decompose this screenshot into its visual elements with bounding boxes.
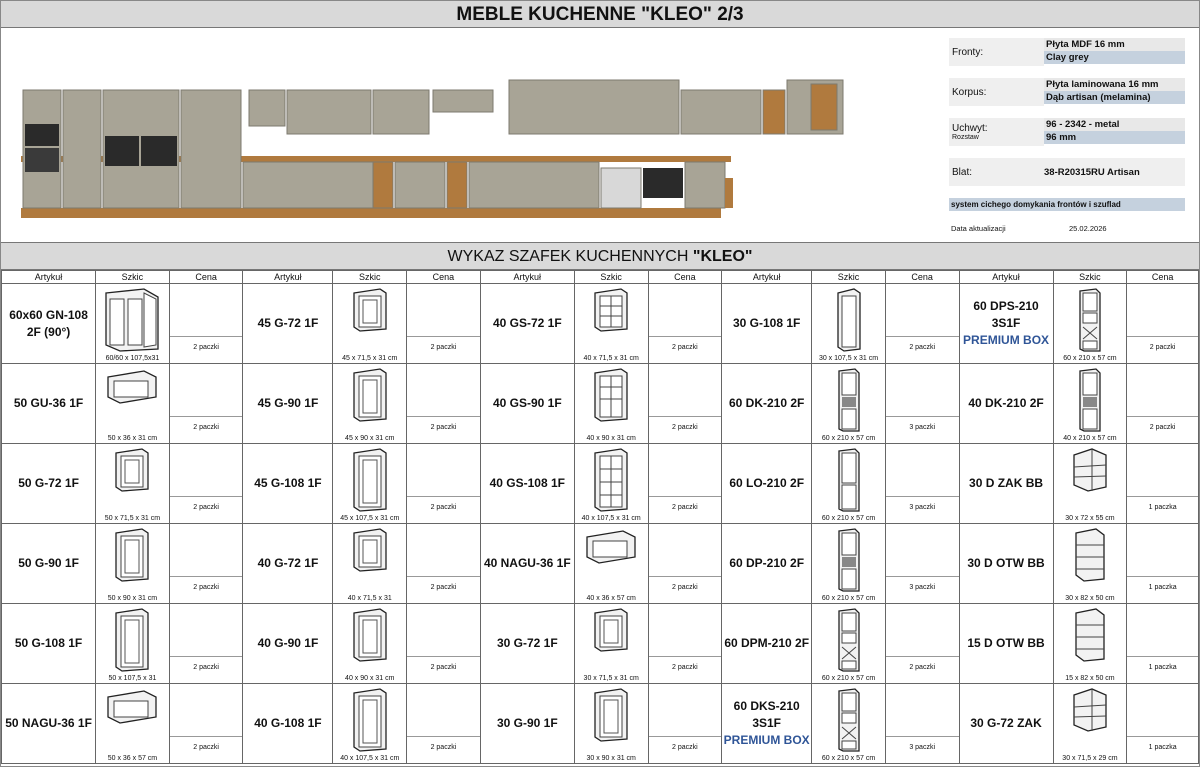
package-count: 3 paczki xyxy=(909,424,936,431)
sketch-cell xyxy=(333,684,407,764)
sketch-cell xyxy=(1053,444,1127,524)
dimensions-label: 50 x 107,5 x 31 xyxy=(108,675,157,682)
price-divider xyxy=(170,496,243,497)
article-cell xyxy=(480,524,574,604)
price-divider xyxy=(886,496,959,497)
spec-korpus-value2: Dąb artisan (melamina) xyxy=(1044,91,1185,104)
article-cell xyxy=(2,684,96,764)
column-header: Szkic xyxy=(333,271,407,284)
price-cell xyxy=(1127,604,1199,684)
article-cell xyxy=(243,364,333,444)
price-cell xyxy=(169,684,243,764)
dimensions-label: 40 x 107,5 x 31 cm xyxy=(581,515,641,522)
article-name: 60 DK-210 2F xyxy=(728,396,805,410)
info-area xyxy=(1,28,1199,243)
dimensions-label: 50 x 36 x 31 cm xyxy=(107,435,158,442)
price-cell xyxy=(885,444,959,524)
package-count: 2 paczki xyxy=(430,424,457,431)
package-count: 3 paczki xyxy=(909,504,936,511)
price-divider xyxy=(649,576,722,577)
price-cell xyxy=(885,524,959,604)
dimensions-label: 60 x 210 x 57 cm xyxy=(821,675,876,682)
price-cell xyxy=(885,284,959,364)
price-divider xyxy=(649,656,722,657)
article-cell xyxy=(480,444,574,524)
price-cell xyxy=(648,364,722,444)
spec-korpus xyxy=(949,78,1185,106)
dimensions-label: 60 x 210 x 57 cm xyxy=(821,755,876,762)
sketch-cell xyxy=(1053,524,1127,604)
package-count: 1 paczka xyxy=(1148,584,1177,591)
article-name: 30 G-72 ZAK xyxy=(970,716,1042,730)
column-header: Szkic xyxy=(574,271,648,284)
article-cell xyxy=(722,524,812,604)
article-cell xyxy=(959,364,1053,444)
price-divider xyxy=(649,736,722,737)
article-cell xyxy=(480,284,574,364)
article-name: 30 G-72 1F xyxy=(496,636,558,650)
dimensions-label: 45 x 71,5 x 31 cm xyxy=(342,355,398,362)
sketch-cell xyxy=(96,284,170,364)
price-cell xyxy=(169,604,243,684)
package-count: 1 paczka xyxy=(1148,664,1177,671)
price-cell xyxy=(885,364,959,444)
price-divider xyxy=(886,576,959,577)
price-cell xyxy=(169,444,243,524)
spec-uchwyt xyxy=(949,118,1185,146)
price-divider xyxy=(1127,736,1198,737)
price-cell xyxy=(407,684,481,764)
update-date-value: 25.02.2026 xyxy=(1069,224,1107,233)
article-name: 30 D ZAK BB xyxy=(969,476,1044,490)
price-cell xyxy=(648,684,722,764)
article-cell xyxy=(243,524,333,604)
package-count: 2 paczki xyxy=(672,584,698,591)
article-name: 30 D OTW BB xyxy=(967,556,1045,570)
article-cell xyxy=(2,604,96,684)
sketch-cell xyxy=(1053,684,1127,764)
sketch-cell xyxy=(574,364,648,444)
sketch-cell xyxy=(574,444,648,524)
sketch-cell xyxy=(96,604,170,684)
price-cell xyxy=(648,444,722,524)
price-cell xyxy=(1127,684,1199,764)
price-cell xyxy=(1127,444,1199,524)
article-cell xyxy=(722,364,812,444)
price-divider xyxy=(407,736,480,737)
article-cell xyxy=(722,684,812,764)
dimensions-label: 40 x 90 x 31 cm xyxy=(345,675,395,682)
column-header: Artykuł xyxy=(722,271,812,284)
article-name: 40 GS-72 1F xyxy=(492,316,562,330)
dimensions-label: 40 x 107,5 x 31 cm xyxy=(340,755,400,762)
sketch-cell xyxy=(96,364,170,444)
article-cell xyxy=(2,444,96,524)
dimensions-label: 50 x 71,5 x 31 cm xyxy=(104,515,161,522)
article-name: 50 G-90 1F xyxy=(18,556,79,570)
dimensions-label: 30 x 90 x 31 cm xyxy=(586,755,636,762)
price-divider xyxy=(170,576,243,577)
article-name: 50 G-108 1F xyxy=(14,636,83,650)
sketch-cell xyxy=(574,684,648,764)
package-count: 2 paczki xyxy=(430,584,457,591)
package-count: 2 paczki xyxy=(193,744,219,751)
article-cell xyxy=(243,284,333,364)
article-name: 50 GU-36 1F xyxy=(13,396,84,410)
sketch-cell xyxy=(96,684,170,764)
price-cell xyxy=(1127,524,1199,604)
dimensions-label: 60 x 210 x 57 cm xyxy=(821,435,876,442)
dimensions-label: 60 x 210 x 57 cm xyxy=(1063,355,1117,362)
article-name: 45 G-108 1F xyxy=(254,476,322,490)
spec-uchwyt-value2: 96 mm xyxy=(1044,131,1185,144)
package-count: 1 paczka xyxy=(1148,504,1177,511)
article-cell xyxy=(722,284,812,364)
table-row xyxy=(2,364,1199,444)
spec-blat-label: Blat: xyxy=(952,166,973,178)
article-name: 60x60 GN-108 2F (90°) xyxy=(9,307,88,339)
update-date-label: Data aktualizacji xyxy=(951,224,1006,233)
column-header: Cena xyxy=(648,271,722,284)
price-divider xyxy=(407,576,480,577)
sketch-cell xyxy=(574,524,648,604)
article-name: 60 DP-210 2F xyxy=(729,556,805,570)
article-cell xyxy=(2,524,96,604)
article-name: 40 DK-210 2F xyxy=(968,396,1044,410)
price-cell xyxy=(407,284,481,364)
article-name: 45 G-72 1F xyxy=(257,316,319,330)
price-cell xyxy=(1127,364,1199,444)
price-cell xyxy=(407,524,481,604)
package-count: 2 paczki xyxy=(1149,424,1176,431)
package-count: 2 paczki xyxy=(672,504,698,511)
sketch-cell xyxy=(812,284,886,364)
price-divider xyxy=(649,416,722,417)
kitchen-render-illustration xyxy=(21,38,861,228)
column-header: Cena xyxy=(169,271,243,284)
sketch-cell xyxy=(574,604,648,684)
table-row xyxy=(2,524,1199,604)
price-cell xyxy=(169,364,243,444)
package-count: 2 paczki xyxy=(672,744,698,751)
sketch-cell xyxy=(574,284,648,364)
premium-box-label: PREMIUM BOX xyxy=(963,333,1050,347)
article-cell xyxy=(2,284,96,364)
sketch-cell xyxy=(96,524,170,604)
column-header: Szkic xyxy=(96,271,170,284)
spec-uchwyt-sublabel: Rozstaw xyxy=(952,134,979,141)
article-name: 60 LO-210 2F xyxy=(729,476,805,490)
package-count: 2 paczki xyxy=(430,744,457,751)
article-cell xyxy=(2,364,96,444)
package-count: 2 paczki xyxy=(430,504,457,511)
package-count: 2 paczki xyxy=(430,344,457,351)
article-name: 40 GS-108 1F xyxy=(489,476,565,490)
price-cell xyxy=(648,604,722,684)
price-cell xyxy=(885,684,959,764)
spec-uchwyt-value1: 96 - 2342 - metal xyxy=(1044,118,1185,131)
column-header: Artykuł xyxy=(243,271,333,284)
article-cell xyxy=(243,684,333,764)
price-divider xyxy=(886,656,959,657)
dimensions-label: 40 x 90 x 31 cm xyxy=(586,435,636,442)
package-count: 1 paczka xyxy=(1148,744,1177,751)
article-name: 50 G-72 1F xyxy=(18,476,79,490)
spec-fronty-label: Fronty: xyxy=(949,38,1044,66)
table-row xyxy=(2,684,1199,764)
price-cell xyxy=(648,284,722,364)
dimensions-label: 40 x 36 x 57 cm xyxy=(586,595,636,602)
dimensions-label: 15 x 82 x 50 cm xyxy=(1065,675,1115,682)
article-name: 40 G-90 1F xyxy=(257,636,319,650)
article-name: 40 NAGU-36 1F xyxy=(483,556,571,570)
price-cell xyxy=(1127,284,1199,364)
spec-fronty-value1: Płyta MDF 16 mm xyxy=(1044,38,1185,51)
price-cell xyxy=(407,444,481,524)
price-divider xyxy=(649,496,722,497)
article-name: 40 G-108 1F xyxy=(254,716,322,730)
price-divider xyxy=(170,736,243,737)
table-header-row xyxy=(2,271,1199,284)
spec-fronty xyxy=(949,38,1185,66)
package-count: 2 paczki xyxy=(193,424,219,431)
article-name: 30 G-90 1F xyxy=(496,716,558,730)
list-title-name: "KLEO" xyxy=(692,248,753,265)
page-title: MEBLE KUCHENNE "KLEO" 2/3 xyxy=(1,1,1199,28)
price-divider xyxy=(407,656,480,657)
price-cell xyxy=(169,524,243,604)
specs-panel xyxy=(949,38,1185,233)
article-cell xyxy=(959,284,1053,364)
package-count: 2 paczki xyxy=(193,344,219,351)
price-cell xyxy=(648,524,722,604)
spec-blat xyxy=(949,158,1185,186)
dimensions-label: 50 x 36 x 57 cm xyxy=(107,755,158,762)
dimensions-label: 50 x 90 x 31 cm xyxy=(107,595,158,602)
table-row xyxy=(2,604,1199,684)
price-divider xyxy=(170,416,243,417)
list-title xyxy=(1,243,1199,270)
package-count: 2 paczki xyxy=(909,344,936,351)
price-divider xyxy=(407,416,480,417)
table-row xyxy=(2,284,1199,364)
article-name: 40 GS-90 1F xyxy=(492,396,562,410)
article-cell xyxy=(959,684,1053,764)
price-divider xyxy=(407,496,480,497)
cabinet-table xyxy=(1,270,1199,764)
dimensions-label: 30 x 71,5 x 31 cm xyxy=(583,675,639,682)
package-count: 2 paczki xyxy=(193,504,219,511)
sketch-cell xyxy=(333,524,407,604)
article-name: 40 G-72 1F xyxy=(257,556,319,570)
price-cell xyxy=(407,604,481,684)
article-name: 15 D OTW BB xyxy=(967,636,1045,650)
price-divider xyxy=(649,336,722,337)
sketch-cell xyxy=(333,284,407,364)
article-name: 60 DPM-210 2F xyxy=(724,636,810,650)
column-header: Artykuł xyxy=(480,271,574,284)
article-cell xyxy=(480,684,574,764)
sketch-cell xyxy=(812,684,886,764)
dimensions-label: 30 x 72 x 55 cm xyxy=(1065,515,1115,522)
price-divider xyxy=(170,336,243,337)
dimensions-label: 40 x 210 x 57 cm xyxy=(1063,435,1117,442)
sketch-cell xyxy=(812,524,886,604)
package-count: 2 paczki xyxy=(193,584,219,591)
price-divider xyxy=(1127,336,1198,337)
article-cell xyxy=(480,364,574,444)
dimensions-label: 40 x 71,5 x 31 xyxy=(347,595,392,602)
package-count: 2 paczki xyxy=(672,664,698,671)
article-variant: 3S1F xyxy=(991,316,1021,330)
price-divider xyxy=(170,656,243,657)
article-cell xyxy=(959,604,1053,684)
price-divider xyxy=(1127,576,1198,577)
price-divider xyxy=(1127,656,1198,657)
column-header: Szkic xyxy=(812,271,886,284)
package-count: 2 paczki xyxy=(672,424,698,431)
package-count: 2 paczki xyxy=(672,344,698,351)
spec-uchwyt-label: Uchwyt: xyxy=(952,123,988,134)
column-header: Artykuł xyxy=(959,271,1053,284)
article-variant: 3S1F xyxy=(752,716,782,730)
sketch-cell xyxy=(96,444,170,524)
spec-fronty-value2: Clay grey xyxy=(1044,51,1185,64)
dimensions-label: 60 x 210 x 57 cm xyxy=(821,515,876,522)
sketch-cell xyxy=(1053,364,1127,444)
price-cell xyxy=(169,284,243,364)
package-count: 2 paczki xyxy=(193,664,219,671)
sketch-cell xyxy=(333,444,407,524)
article-cell xyxy=(243,604,333,684)
list-title-prefix: WYKAZ SZAFEK KUCHENNYCH xyxy=(447,248,693,265)
price-divider xyxy=(407,336,480,337)
dimensions-label: 45 x 107,5 x 31 cm xyxy=(340,515,400,522)
dimensions-label: 40 x 71,5 x 31 cm xyxy=(583,355,639,362)
column-header: Artykuł xyxy=(2,271,96,284)
price-cell xyxy=(885,604,959,684)
price-divider xyxy=(1127,496,1198,497)
article-cell xyxy=(959,444,1053,524)
update-date xyxy=(949,224,1185,233)
sketch-cell xyxy=(1053,604,1127,684)
package-count: 3 paczki xyxy=(909,744,936,751)
sketch-cell xyxy=(812,364,886,444)
article-cell xyxy=(959,524,1053,604)
sketch-cell xyxy=(333,604,407,684)
spec-korpus-label: Korpus: xyxy=(949,78,1044,106)
article-name: 45 G-90 1F xyxy=(257,396,319,410)
dimensions-label: 30 x 82 x 50 cm xyxy=(1065,595,1115,602)
column-header: Cena xyxy=(407,271,481,284)
article-name: 30 G-108 1F xyxy=(732,316,801,330)
dimensions-label: 45 x 90 x 31 cm xyxy=(345,435,395,442)
package-count: 2 paczki xyxy=(909,664,936,671)
sketch-cell xyxy=(333,364,407,444)
dimensions-label: 60/60 x 107,5x31 xyxy=(105,355,160,362)
price-cell xyxy=(407,364,481,444)
article-cell xyxy=(243,444,333,524)
price-divider xyxy=(886,336,959,337)
article-name: 60 DKS-210 xyxy=(733,699,800,713)
sketch-cell xyxy=(812,444,886,524)
article-cell xyxy=(722,444,812,524)
system-note: system cichego domykania frontów i szuflad xyxy=(949,198,1185,211)
package-count: 2 paczki xyxy=(1149,344,1176,351)
column-header: Cena xyxy=(1127,271,1199,284)
dimensions-label: 30 x 71,5 x 29 cm xyxy=(1062,755,1118,762)
article-name: 50 NAGU-36 1F xyxy=(5,716,92,730)
spec-blat-value: 38-R20315RU Artisan xyxy=(1044,166,1140,178)
dimensions-label: 60 x 210 x 57 cm xyxy=(821,595,876,602)
article-cell xyxy=(722,604,812,684)
price-divider xyxy=(886,736,959,737)
article-cell xyxy=(480,604,574,684)
article-name: 60 DPS-210 xyxy=(973,299,1039,313)
table-row xyxy=(2,444,1199,524)
spec-korpus-value1: Płyta laminowana 16 mm xyxy=(1044,78,1185,91)
price-divider xyxy=(1127,416,1198,417)
package-count: 2 paczki xyxy=(430,664,457,671)
price-divider xyxy=(886,416,959,417)
column-header: Szkic xyxy=(1053,271,1127,284)
dimensions-label: 30 x 107,5 x 31 cm xyxy=(818,355,879,362)
sketch-cell xyxy=(1053,284,1127,364)
column-header: Cena xyxy=(885,271,959,284)
sketch-cell xyxy=(812,604,886,684)
premium-box-label: PREMIUM BOX xyxy=(723,733,810,747)
package-count: 3 paczki xyxy=(909,584,936,591)
